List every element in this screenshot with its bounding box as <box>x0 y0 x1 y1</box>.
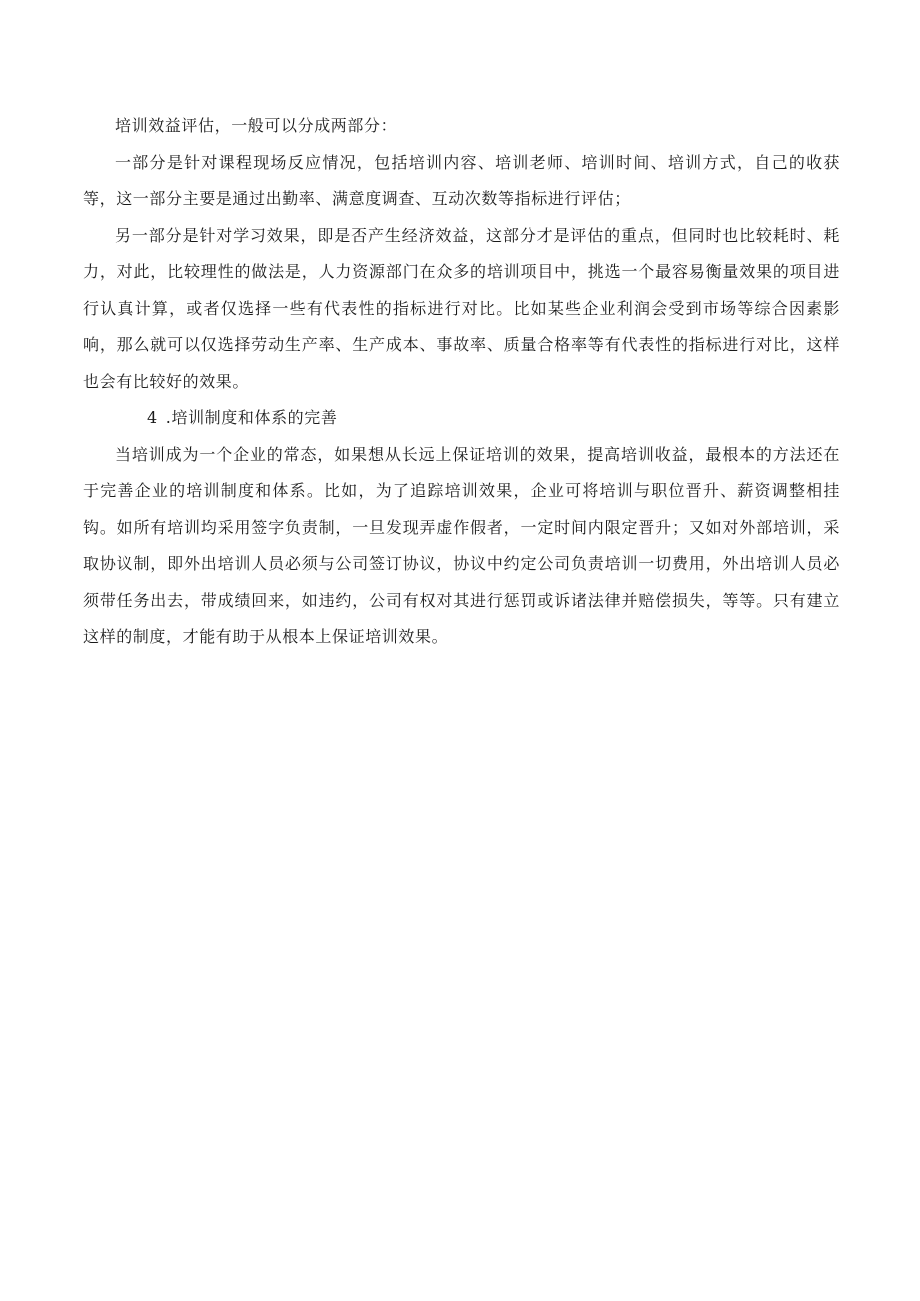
section-number: 4 <box>147 408 158 427</box>
section-heading <box>83 400 840 437</box>
paragraph-part-one: 一部分是针对课程现场反应情况，包括培训内容、培训老师、培训时间、培训方式，自己的收获等，这一部分主要是通过出勤率、满意度调查、互动次数等指标进行评估； <box>83 152 840 208</box>
section-title: .培训制度和体系的完善 <box>165 408 338 427</box>
document-page <box>83 108 840 656</box>
paragraph-part-two: 另一部分是针对学习效果，即是否产生经济效益，这部分才是评估的重点，但同时也比较耗时、耗力，对此，比较理性的做法是，人力资源部门在众多的培训项目中，挑选一个最容易衡量效果的项目进行认真计算，或者仅选择一些有代表性的指标进行对比。比如某些企业利润会受到市场等综合因素影响，那么就可以仅选择劳动生产率、生产成本、事故率、质量合格率等有代表性的指标进行对比，这样也会有比较好的效果。 <box>83 225 840 391</box>
paragraph-intro: 培训效益评估，一般可以分成两部分： <box>115 116 398 135</box>
paragraph-section-body: 当培训成为一个企业的常态，如果想从长远上保证培训的效果，提高培训收益，最根本的方法还在于完善企业的培训制度和体系。比如，为了追踪培训效果，企业可将培训与职位晋升、薪资调整相挂钩。如所有培训均采用签字负责制，一旦发现弄虚作假者，一定时间内限定晋升；又如对外部培训，采取协议制，即外出培训人员必须与公司签订协议，协议中约定公司负责培训一切费用，外出培训人员必须带任务出去，带成绩回来，如违约，公司有权对其进行惩罚或诉诸法律并赔偿损失，等等。只有建立这样的制度，才能有助于从根本上保证培训效果。 <box>83 444 840 646</box>
